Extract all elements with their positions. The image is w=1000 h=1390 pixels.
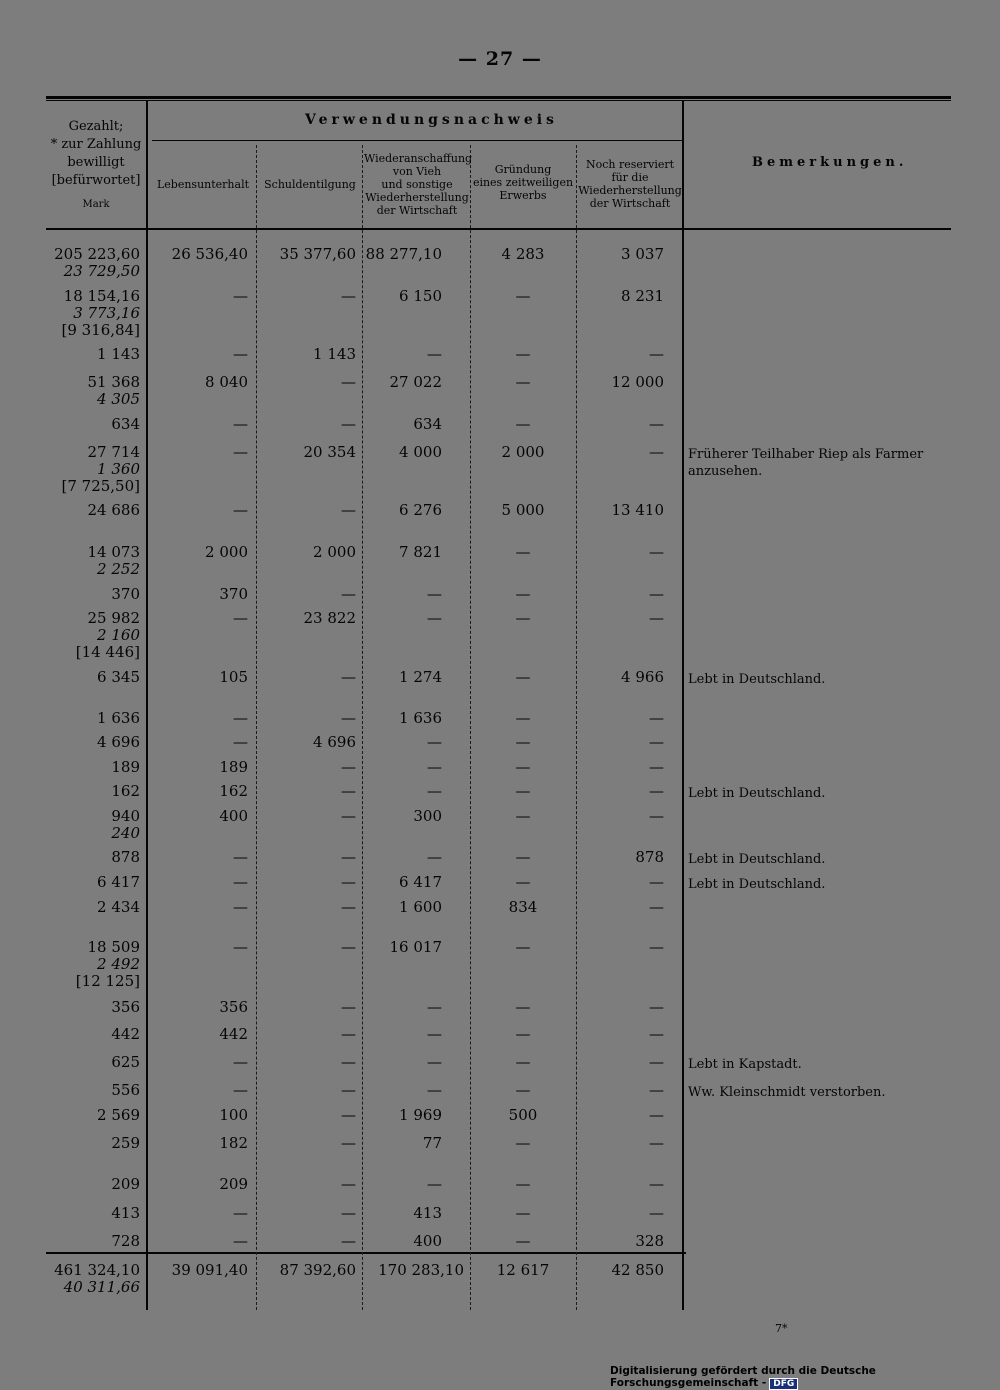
row-cell-v1: — [233,709,248,727]
row-cell-v1: — [233,501,248,519]
row-cell-v2: — [341,998,356,1016]
row-amount: 24 686 [87,501,140,519]
row-amount: 25 982 2 160 [14 446] [75,609,140,661]
row-cell-v5: 328 [635,1232,664,1250]
row-cell-v2: — [341,1134,356,1152]
row-amount: 4 696 [97,733,140,751]
row-cell-v3: 6 276 [399,501,442,519]
col-divider-2 [362,145,363,1310]
row-cell-v4: — [515,998,531,1016]
col-divider-0 [146,100,148,1310]
row-amount: 205 223,60 23 729,50 [54,245,140,280]
row-cell-v5: 878 [635,848,664,866]
row-cell-v1: 370 [219,585,248,603]
row-cell-v4: — [515,345,531,363]
row-cell-v5: — [649,807,664,825]
row-remark: Lebt in Deutschland. [688,672,826,687]
row-cell-v4: — [515,1175,531,1193]
row-cell-v4: — [515,1232,531,1250]
row-cell-v2: — [341,758,356,776]
row-remark: Lebt in Kapstadt. [688,1057,802,1072]
row-cell-v4: 2 000 [501,443,545,461]
row-cell-v3: — [427,345,442,363]
row-cell-v3: 1 274 [399,668,442,686]
header-bottom-rule [46,228,951,230]
row-cell-v5: — [649,758,664,776]
row-remark: Lebt in Deutschland. [688,786,826,801]
row-cell-v1: — [233,1204,248,1222]
row-remark: Lebt in Deutschland. [688,852,826,867]
row-cell-v3: 300 [413,807,442,825]
row-cell-v1: 209 [219,1175,248,1193]
row-amount: 356 [111,998,140,1016]
row-cell-v4: — [515,807,531,825]
row-cell-v1: — [233,898,248,916]
header-col1: Lebensunterhalt [156,178,250,191]
row-cell-v1: — [233,1081,248,1099]
row-cell-v2: 1 143 [313,345,356,363]
row-cell-v5: — [649,733,664,751]
row-cell-v1: 189 [219,758,248,776]
row-cell-v1: — [233,443,248,461]
row-cell-v4: — [515,782,531,800]
row-cell-v5: — [649,898,664,916]
totals-rule [46,1252,686,1254]
row-cell-v4: — [515,1025,531,1043]
row-cell-v1: 356 [219,998,248,1016]
row-cell-v4: — [515,668,531,686]
row-cell-v3: — [427,1175,442,1193]
totals-col1: 39 091,40 [171,1261,248,1279]
row-cell-v4: — [515,938,531,956]
row-cell-v3: 1 600 [399,898,442,916]
row-cell-v1: 400 [219,807,248,825]
row-amount: 2 569 [97,1106,140,1124]
row-amount: 51 368 4 305 [87,373,140,408]
row-cell-v5: — [649,709,664,727]
row-cell-v4: — [515,609,531,627]
top-rule [46,96,951,99]
row-cell-v2: — [341,709,356,727]
row-cell-v3: 4 000 [399,443,442,461]
row-amount: 728 [111,1232,140,1250]
row-cell-v4: — [515,287,531,305]
totals-col3: 170 283,10 [378,1261,464,1279]
row-cell-v3: 634 [413,415,442,433]
row-cell-v4: — [515,1053,531,1071]
row-cell-v2: 35 377,60 [279,245,356,263]
row-cell-v3: — [427,609,442,627]
row-cell-v1: — [233,345,248,363]
row-cell-v4: — [515,1134,531,1152]
row-cell-v4: — [515,758,531,776]
row-cell-v3: — [427,1053,442,1071]
row-cell-v3: — [427,998,442,1016]
totals-col5: 42 850 [611,1261,664,1279]
header-col4: Gründung eines zeitweiligen Erwerbs [472,163,574,202]
row-remark: Lebt in Deutschland. [688,877,826,892]
row-cell-v3: — [427,1081,442,1099]
row-cell-v3: — [427,758,442,776]
row-cell-v2: — [341,807,356,825]
row-amount: 1 143 [97,345,140,363]
row-cell-v4: — [515,873,531,891]
row-cell-v3: — [427,1025,442,1043]
row-cell-v4: 834 [508,898,538,916]
row-cell-v1: — [233,873,248,891]
header-col0: Gezahlt; * zur Zahlung bewilligt [befürwortet] Mark [50,119,142,210]
row-cell-v4: 4 283 [501,245,545,263]
row-cell-v1: — [233,609,248,627]
row-amount: 18 154,16 3 773,16 [9 316,84] [61,287,140,339]
row-cell-v2: — [341,1175,356,1193]
header-col5: Noch reserviert für die Wiederherstellung der Wirtschaft [578,158,682,210]
row-cell-v2: — [341,287,356,305]
row-cell-v4: — [515,709,531,727]
row-cell-v3: — [427,733,442,751]
row-cell-v2: — [341,898,356,916]
row-amount: 14 073 2 252 [87,543,140,578]
row-cell-v1: — [233,415,248,433]
row-cell-v2: 20 354 [303,443,356,461]
row-amount: 634 [111,415,140,433]
row-cell-v5: — [649,1175,664,1193]
row-amount: 2 434 [97,898,140,916]
row-cell-v3: 7 821 [399,543,442,561]
top-rule-thin [46,100,951,101]
row-cell-v3: — [427,782,442,800]
row-cell-v3: 400 [413,1232,442,1250]
row-amount: 940 240 [111,807,140,842]
row-cell-v4: 500 [508,1106,538,1124]
row-cell-v1: — [233,287,248,305]
row-cell-v1: 105 [219,668,248,686]
row-cell-v4: — [515,585,531,603]
header-group-title: Verwendungsnachweis [305,112,558,128]
col-divider-remarks [682,100,684,1310]
row-cell-v2: — [341,1106,356,1124]
row-amount: 1 636 [97,709,140,727]
row-cell-v2: — [341,938,356,956]
row-cell-v1: — [233,1232,248,1250]
row-cell-v4: — [515,373,531,391]
row-cell-v2: — [341,1204,356,1222]
row-cell-v5: — [649,345,664,363]
row-remark: Ww. Kleinschmidt verstorben. [688,1085,886,1100]
row-amount: 189 [111,758,140,776]
page-number: — 27 — [458,48,542,70]
row-cell-v2: — [341,415,356,433]
row-cell-v3: 6 417 [399,873,442,891]
row-cell-v3: 88 277,10 [365,245,442,263]
row-amount: 162 [111,782,140,800]
row-amount: 878 [111,848,140,866]
row-cell-v2: — [341,1025,356,1043]
totals-col2: 87 392,60 [279,1261,356,1279]
row-cell-v2: — [341,1232,356,1250]
row-remark: Früherer Teilhaber Riep als Farmer anzusehen. [688,447,924,479]
row-cell-v5: — [649,543,664,561]
row-cell-v3: 1 636 [399,709,442,727]
col-divider-1 [256,145,257,1310]
row-cell-v1: 442 [219,1025,248,1043]
row-cell-v3: 413 [413,1204,442,1222]
row-cell-v5: — [649,1106,664,1124]
row-cell-v2: — [341,373,356,391]
row-cell-v5: 12 000 [611,373,664,391]
row-cell-v5: — [649,443,664,461]
row-amount: 442 [111,1025,140,1043]
row-cell-v2: — [341,782,356,800]
row-cell-v4: — [515,848,531,866]
row-cell-v1: 100 [219,1106,248,1124]
row-cell-v4: — [515,415,531,433]
signature-mark: 7* [775,1322,788,1335]
row-cell-v5: — [649,1025,664,1043]
row-cell-v5: — [649,1081,664,1099]
row-amount: 6 417 [97,873,140,891]
header-col2: Schuldentilgung [264,178,356,191]
row-cell-v5: — [649,1204,664,1222]
row-cell-v5: — [649,585,664,603]
row-cell-v3: 6 150 [399,287,442,305]
row-amount: 413 [111,1204,140,1222]
row-cell-v5: 13 410 [611,501,664,519]
row-cell-v2: — [341,668,356,686]
row-cell-v4: 5 000 [501,501,545,519]
row-cell-v4: — [515,543,531,561]
row-cell-v5: — [649,609,664,627]
row-cell-v5: — [649,782,664,800]
row-cell-v2: — [341,501,356,519]
row-cell-v5: — [649,1053,664,1071]
row-amount: 556 [111,1081,140,1099]
header-remarks: Bemerkungen. [752,155,908,170]
row-cell-v4: — [515,1204,531,1222]
dfg-logo: DFG [769,1378,798,1390]
row-cell-v1: 26 536,40 [171,245,248,263]
row-cell-v1: — [233,848,248,866]
footer: Digitalisierung gefördert durch die Deutsche Forschungsgemeinschaft - DFG [610,1365,876,1389]
row-cell-v2: 2 000 [313,543,356,561]
row-cell-v5: — [649,938,664,956]
row-cell-v3: 16 017 [389,938,442,956]
row-cell-v1: 2 000 [205,543,248,561]
row-cell-v3: — [427,585,442,603]
row-amount: 209 [111,1175,140,1193]
row-amount: 6 345 [97,668,140,686]
group-underline [152,140,682,141]
row-cell-v2: — [341,1081,356,1099]
totals-amount: 461 324,10 40 311,66 [54,1261,140,1296]
row-cell-v2: — [341,585,356,603]
row-cell-v3: — [427,848,442,866]
row-cell-v5: — [649,1134,664,1152]
row-cell-v1: 8 040 [205,373,248,391]
row-cell-v1: 162 [219,782,248,800]
row-cell-v1: — [233,938,248,956]
row-cell-v5: — [649,873,664,891]
header-col3: Wiederanschaffung von Vieh und sonstige Wiederherstellung der Wirtschaft [364,152,473,217]
row-amount: 259 [111,1134,140,1152]
row-cell-v5: — [649,998,664,1016]
row-amount: 27 714 1 360 [7 725,50] [61,443,140,495]
row-cell-v5: — [649,415,664,433]
row-cell-v1: — [233,733,248,751]
row-cell-v3: 27 022 [389,373,442,391]
row-cell-v5: 8 231 [621,287,664,305]
row-cell-v4: — [515,733,531,751]
row-amount: 370 [111,585,140,603]
row-amount: 625 [111,1053,140,1071]
row-amount: 18 509 2 492 [12 125] [75,938,140,990]
row-cell-v3: 1 969 [399,1106,442,1124]
row-cell-v4: — [515,1081,531,1099]
row-cell-v2: — [341,1053,356,1071]
row-cell-v1: 182 [219,1134,248,1152]
row-cell-v2: — [341,873,356,891]
row-cell-v5: 3 037 [621,245,664,263]
row-cell-v1: — [233,1053,248,1071]
row-cell-v2: 23 822 [303,609,356,627]
row-cell-v5: 4 966 [621,668,664,686]
col-divider-4 [576,145,577,1310]
totals-col4: 12 617 [496,1261,550,1279]
row-cell-v2: — [341,848,356,866]
row-cell-v2: 4 696 [313,733,356,751]
row-cell-v3: 77 [422,1134,442,1152]
